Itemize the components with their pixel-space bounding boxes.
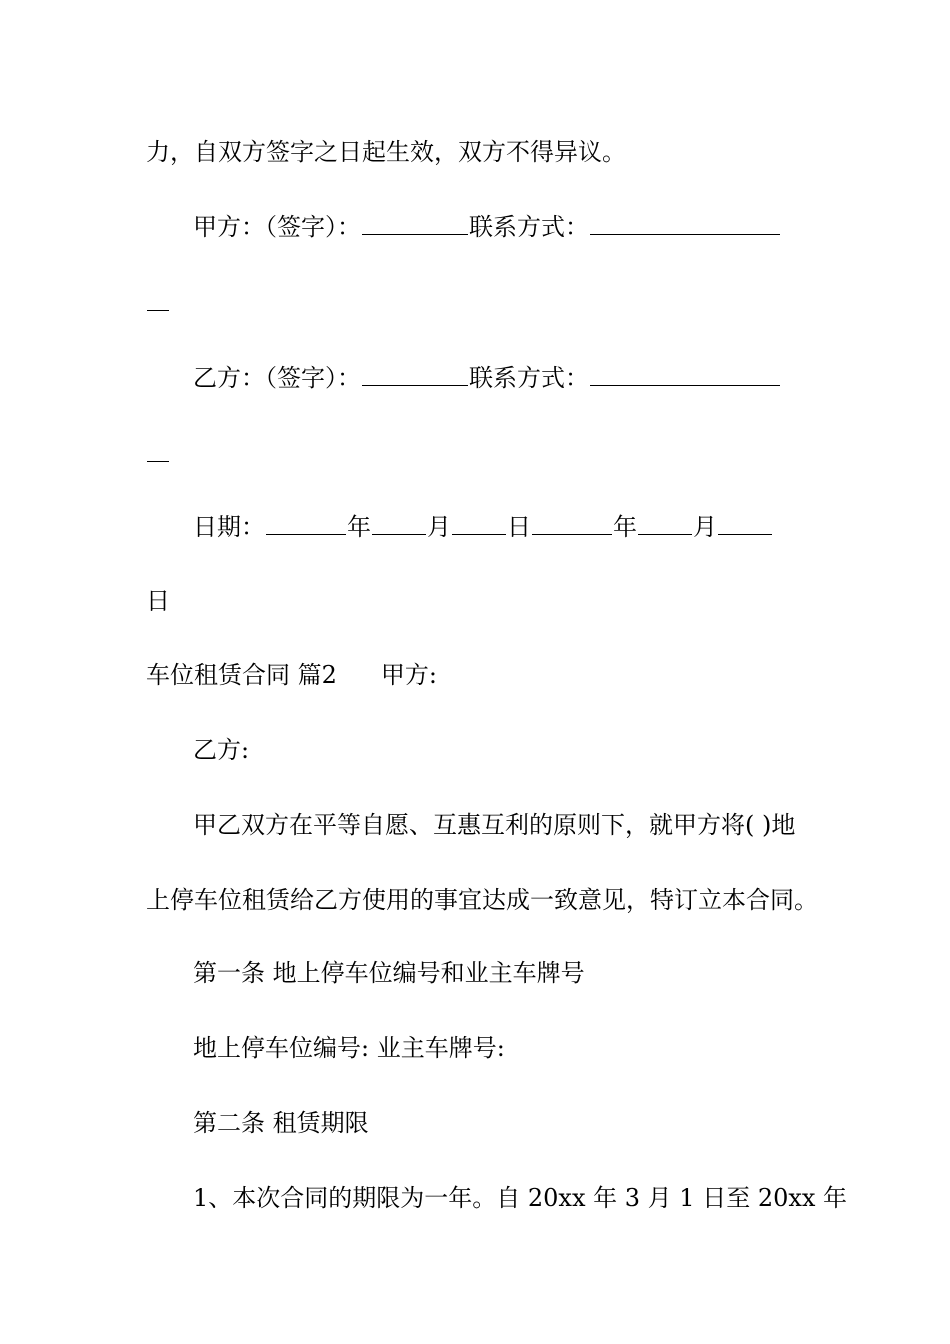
paragraph-line: 上停车位租赁给乙方使用的事宜达成一致意见，特订立本合同。 xyxy=(146,886,818,914)
contact-blank-continuation xyxy=(147,288,169,311)
party-b-label: 乙方：（签字）： xyxy=(193,364,361,392)
blank xyxy=(452,512,506,535)
paragraph-line: 甲乙双方在平等自愿、互惠互利的原则下，就甲方将( )地 xyxy=(193,811,796,839)
party-a-label: 甲方：（签字）： xyxy=(193,213,361,241)
blank xyxy=(266,512,346,535)
party-a-signature-blank xyxy=(362,212,468,235)
party-a-heading: 甲方: xyxy=(380,661,437,689)
blank xyxy=(372,512,426,535)
article-heading: 第一条 地上停车位编号和业主车牌号 xyxy=(193,959,585,987)
party-b-signature-line xyxy=(193,363,781,393)
party-a-signature-line xyxy=(193,212,781,242)
wrap-blank-line xyxy=(146,288,170,318)
party-b-heading: 乙方: xyxy=(193,736,250,764)
date-label: 日期： xyxy=(193,513,265,541)
blank xyxy=(532,512,612,535)
contact-label: 联系方式： xyxy=(469,364,589,392)
party-b-contact-blank xyxy=(590,363,780,386)
month-label: 月 xyxy=(427,513,451,541)
paragraph-line: 1、本次合同的期限为一年。自 20xx 年 3 月 1 日至 20xx 年 xyxy=(193,1184,848,1212)
text-line: 力，自双方签字之日起生效，双方不得异议。 xyxy=(146,138,626,166)
article-heading: 第二条 租赁期限 xyxy=(193,1109,369,1137)
text-line: 地上停车位编号: 业主车牌号: xyxy=(193,1034,505,1062)
section-title-line xyxy=(146,660,437,690)
day-label: 日 xyxy=(507,513,531,541)
text-line: 日 xyxy=(146,587,170,615)
wrap-blank-line xyxy=(146,439,170,469)
blank xyxy=(638,512,692,535)
party-b-signature-blank xyxy=(362,363,468,386)
year-label: 年 xyxy=(347,513,371,541)
month-label: 月 xyxy=(693,513,717,541)
blank xyxy=(718,512,772,535)
contact-label: 联系方式： xyxy=(469,213,589,241)
contact-blank-continuation xyxy=(147,439,169,462)
section-title: 车位租赁合同 篇2 xyxy=(146,661,337,689)
party-a-contact-blank xyxy=(590,212,780,235)
year-label: 年 xyxy=(613,513,637,541)
date-line xyxy=(193,512,773,542)
